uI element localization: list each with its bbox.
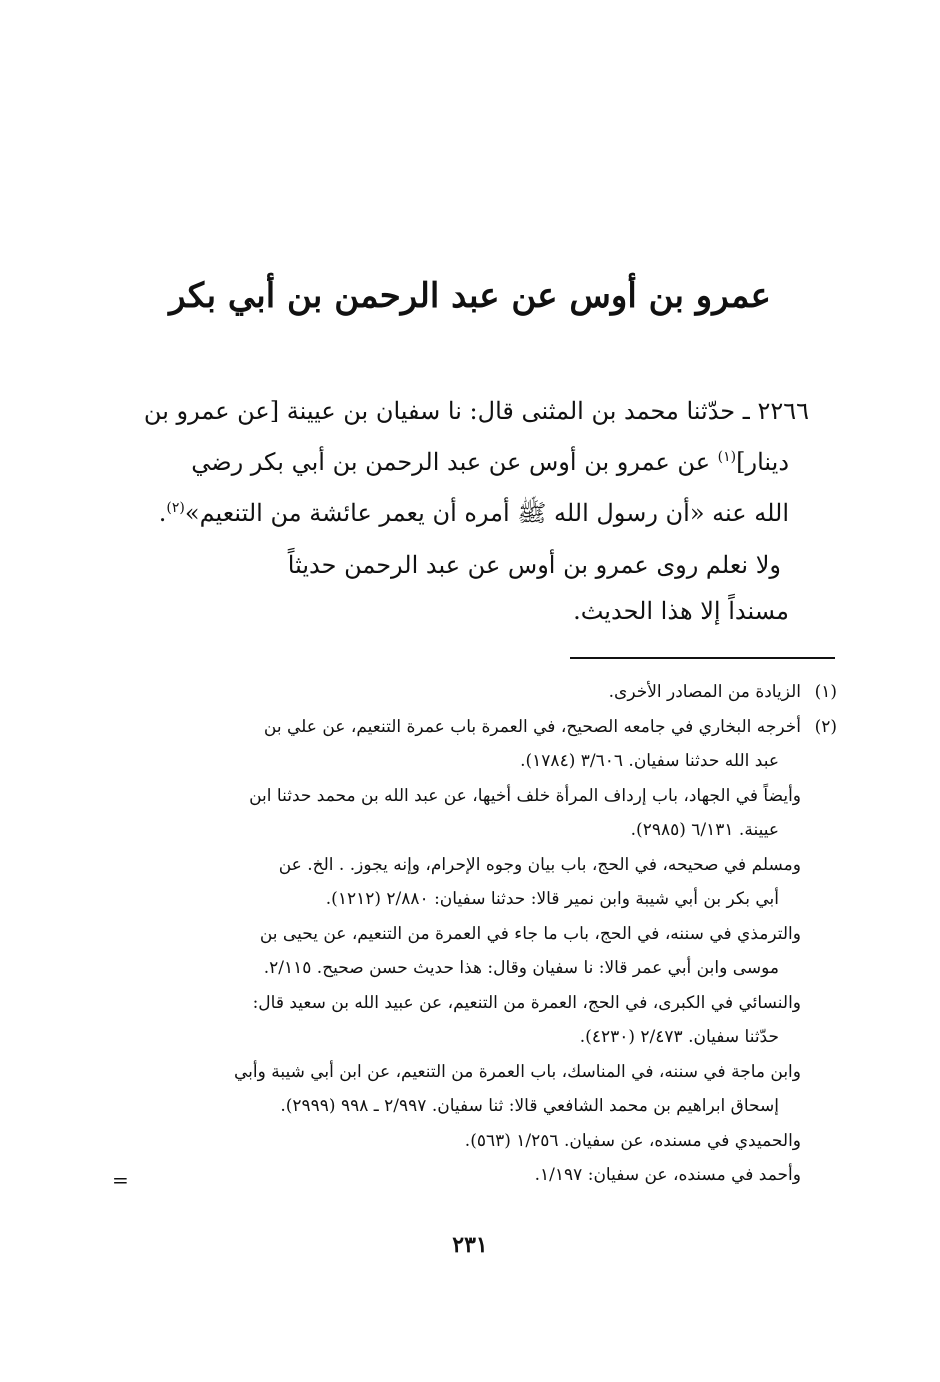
footnote-ref-1: (١)	[717, 449, 737, 465]
hadith-line-3	[137, 485, 837, 536]
footnote-text: أخرجه البخاري في جامعه الصحيح، في العمرة باب عمرة التنعيم، عن علي بن	[263, 716, 801, 737]
footnote-text: إسحاق ابراهيم بن محمد الشافعي قالا: ثنا سفيان. ٢/٩٩٧ ـ ٩٩٨ (٢٩٩٩).	[280, 1096, 779, 1116]
footnote-text: وأحمد في مسنده، عن سفيان: ١/١٩٧.	[534, 1165, 801, 1185]
hadith-line-3-end: .	[158, 499, 167, 527]
footnote-text: موسى وابن أبي عمر قالا: نا سفيان وقال: هذا حديث حسن صحيح. ٢/١١٥.	[263, 958, 779, 978]
footnote-2	[132, 710, 837, 1193]
footnote-text: الزيادة من المصادر الأخرى.	[608, 682, 801, 702]
hadith-block	[137, 388, 837, 634]
page-number: ٢٣١	[452, 1232, 488, 1258]
footnote-text: والترمذي في سننه، في الحج، باب ما جاء في العمرة من التنعيم، عن يحيى بن	[259, 923, 801, 944]
footnote-text: أبي بكر بن أبي شيبة وابن نمير قالا: حدثنا سفيان: ٢/٨٨٠ (١٢١٢).	[325, 889, 779, 909]
footnote-text: ومسلم في صحيحه، في الحج، باب بيان وجوه الإحرام، وإنه يجوز. . الخ. عن	[278, 854, 801, 875]
footnote-separator	[570, 657, 835, 659]
continuation-mark: =	[112, 1168, 129, 1192]
footnote-text: حدّثنا سفيان. ٢/٤٧٣ (٤٢٣٠).	[579, 1027, 779, 1047]
hadith-line-2-start: دينار]	[736, 448, 789, 476]
hadith-line-3-start: الله عنه «أن رسول الله ﷺ أمره أن يعمر عائشة من التنعيم»	[184, 499, 789, 527]
hadith-comment-line-2: مسنداً إلا هذا الحديث.	[573, 597, 789, 625]
hadith-line-2-end: عن عمرو بن أوس عن عبد الرحمن بن أبي بكر رضي	[191, 448, 718, 476]
chapter-title: عمرو بن أوس عن عبد الرحمن بن أبي بكر	[169, 276, 771, 316]
footnote-text: والحميدي في مسنده، عن سفيان. ١/٢٥٦ (٥٦٣).	[464, 1130, 801, 1151]
footnote-number: (٢)	[814, 716, 837, 737]
footnote-text: وأيضاً في الجهاد، باب إرداف المرأة خلف أخيها، عن عبد الله بن محمد حدثنا ابن	[249, 785, 801, 806]
footnote-text: والنسائي في الكبرى، في الحج، العمرة من التنعيم، عن عبيد الله بن سعيد قال:	[252, 992, 801, 1013]
hadith-line-2	[137, 434, 837, 485]
footnote-text: عبد الله حدثنا سفيان. ٣/٦٠٦ (١٧٨٤).	[520, 751, 779, 771]
footnote-text: عيينة. ٦/١٣١ (٢٩٨٥).	[630, 820, 779, 840]
footnote-text: وابن ماجة في سننه، في المناسك، باب العمرة من التنعيم، عن ابن أبي شيبة وأبي	[234, 1061, 801, 1082]
hadith-line-1: ٢٢٦٦ ـ حدّثنا محمد بن المثنى قال: نا سفيان بن عيينة [عن عمرو بن	[143, 397, 809, 425]
footnotes	[132, 675, 837, 1193]
footnote-1	[132, 675, 837, 710]
footnote-number: (١)	[814, 682, 837, 702]
footnote-ref-2: (٢)	[166, 500, 185, 516]
hadith-comment-line-1: ولا نعلم روى عمرو بن أوس عن عبد الرحمن حديثاً	[287, 551, 781, 579]
